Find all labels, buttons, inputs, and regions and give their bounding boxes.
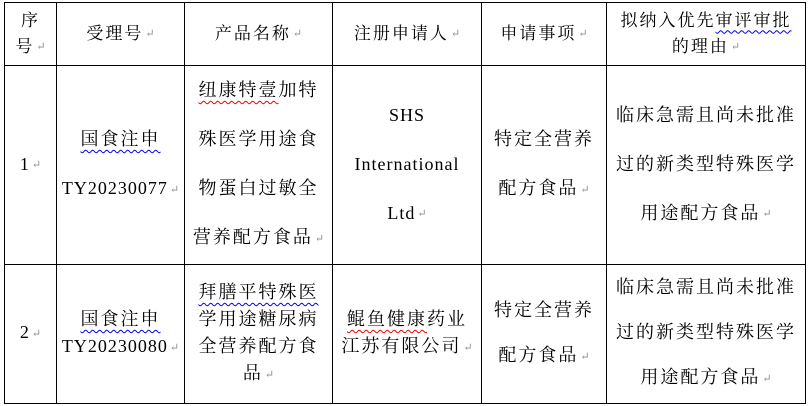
product-name-line: 营养配方食品 ↵ <box>185 213 332 264</box>
header-text: 受理号 ↵ <box>57 21 184 48</box>
header-applicant <box>333 3 482 66</box>
cell-serial <box>5 264 57 403</box>
matter-line: 特定全营养 <box>494 129 594 149</box>
acceptance-code: TY20230080 ↵ <box>57 333 184 362</box>
cell-application-matter <box>482 264 607 403</box>
header-text: 申请事项 ↵ <box>482 21 606 48</box>
grammar-underline-text: 国食注申 <box>80 308 161 329</box>
product-name-line: 物蛋白过敏全 <box>198 178 319 198</box>
header-product-name <box>185 3 333 66</box>
header-text: 序 <box>21 10 40 30</box>
header-row <box>5 3 806 66</box>
reason-line: 过的新类型特殊医学 <box>616 153 796 174</box>
applications-table <box>4 2 806 404</box>
applicant-line: Ltd ↵ <box>333 189 481 240</box>
cell-priority-reason <box>607 66 806 265</box>
product-name-line: 学用途糖尿病 <box>198 308 319 329</box>
acceptance-code: TY20230077 ↵ <box>57 164 184 215</box>
cell-acceptance-number <box>57 264 185 403</box>
reason-line: 用途配方食品 ↵ <box>607 189 805 240</box>
serial-number: 1 ↵ <box>5 140 56 191</box>
product-name-text: 加特 <box>278 80 319 100</box>
product-name-line: 全营养配方食 <box>198 335 319 356</box>
reason-line: 用途配方食品 ↵ <box>607 355 805 402</box>
grammar-underline-text: 国食注申 <box>80 129 161 149</box>
cell-applicant <box>333 66 482 265</box>
product-name-line: 品 ↵ <box>185 360 332 389</box>
cell-product-name <box>185 264 333 403</box>
applicant-text: 药业 <box>427 308 467 329</box>
serial-number: 2 ↵ <box>5 319 56 348</box>
matter-line: 配方食品 ↵ <box>482 333 606 380</box>
header-serial-number <box>5 3 57 66</box>
header-text: 拟纳入优先 <box>620 10 716 30</box>
reason-line: 过的新类型特殊医学 <box>616 322 796 343</box>
cell-acceptance-number <box>57 66 185 265</box>
applicant-line: SHS <box>388 104 426 125</box>
applicant-line: International <box>354 153 460 174</box>
cell-serial <box>5 66 57 265</box>
cell-priority-reason <box>607 264 806 403</box>
applicant-line: 江苏有限公司 ↵ <box>333 333 481 362</box>
header-text: 产品名称 ↵ <box>185 21 332 48</box>
product-name-line <box>185 66 332 115</box>
header-acceptance-number <box>57 3 185 66</box>
header-application-matter <box>482 3 607 66</box>
cell-product-name <box>185 66 333 265</box>
table-row-2 <box>5 264 806 403</box>
header-text: 号 ↵ <box>5 34 56 61</box>
reason-line: 临床急需且尚未批准 <box>616 104 796 125</box>
grammar-underline-text: 拜膳平特殊医 <box>198 281 319 302</box>
cell-application-matter <box>482 66 607 265</box>
table-row-1 <box>5 66 806 265</box>
header-text: 的理由 ↵ <box>607 34 805 61</box>
spellcheck-underline-text: 纽康特壹 <box>198 80 279 100</box>
matter-line: 特定全营养 <box>494 299 594 320</box>
cell-applicant <box>333 264 482 403</box>
product-name-line: 殊医学用途食 <box>198 129 319 149</box>
reason-line: 临床急需且尚未批准 <box>616 277 796 298</box>
header-priority-reason <box>607 3 806 66</box>
grammar-underline-text: 审评审批 <box>715 10 792 30</box>
spellcheck-underline-text: 鲲鱼健康 <box>347 308 427 329</box>
product-name-line <box>185 279 332 306</box>
applicant-line <box>333 306 481 333</box>
header-text <box>607 8 805 34</box>
header-text: 注册申请人 ↵ <box>333 21 481 48</box>
acceptance-prefix <box>57 306 184 333</box>
acceptance-prefix <box>57 115 184 164</box>
matter-line: 配方食品 ↵ <box>482 164 606 215</box>
